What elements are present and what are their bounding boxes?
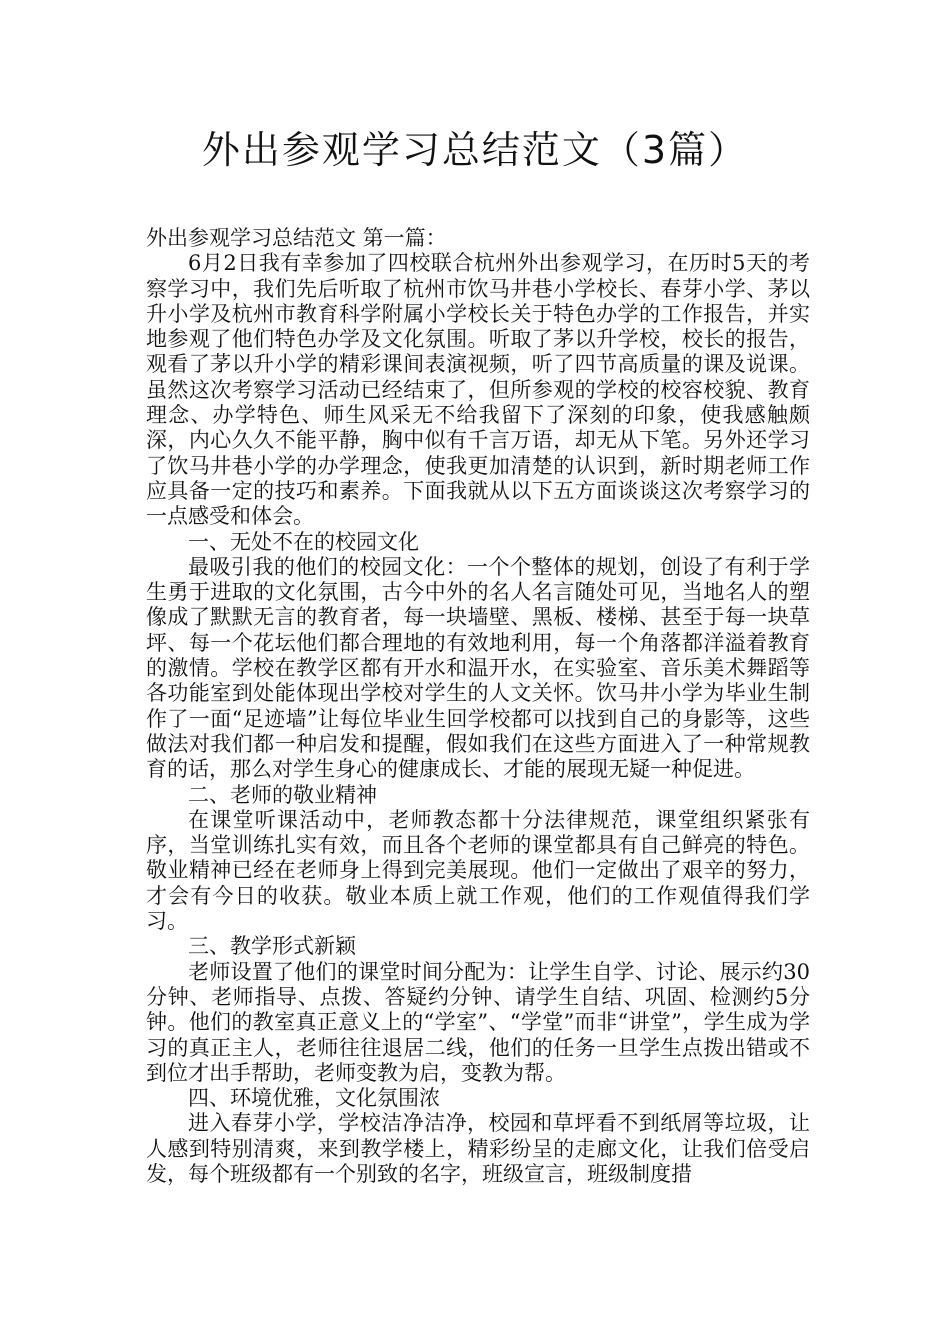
document-body xyxy=(146,226,810,1187)
section-paragraph: 最吸引我的他们的校园文化：一个个整体的规划，创设了有利于学生勇于进取的文化氛围，古今中外的名人名言随处可见，当地名人的塑像成了默默无言的教育者，每一块墙壁、黑板、楼梯、甚至于每一块草坪、每一个花坛他们都合理地的有效地利用，每一个角落都洋溢着教育的激情。学校在教学区都有开水和温开水，在实验室、音乐美术舞蹈等各功能室到处能体现出学校对学生的人文关怀。饮马井小学为毕业生制作了一面“足迹墙”让每位毕业生回学校都可以找到自己的身影等，这些做法对我们都一种启发和提醒，假如我们在这些方面进入了一种常规教育的话，那么对学生身心的健康成长、才能的展现无疑一种促进。 xyxy=(146,554,810,782)
section-paragraph: 进入春芽小学，学校洁净洁净，校园和草坪看不到纸屑等垃圾，让人感到特别清爽，来到教学楼上，精彩纷呈的走廊文化，让我们倍受启发，每个班级都有一个别致的名字，班级宣言，班级制度措 xyxy=(146,1111,810,1186)
section-heading: 四、环境优雅，文化氛围浓 xyxy=(188,1086,440,1111)
section-heading: 一、无处不在的校园文化 xyxy=(188,529,419,554)
section-paragraph: 在课堂听课活动中，老师教态都十分法律规范，课堂组织紧张有序，当堂训练扎实有效，而且各个老师的课堂都具有自己鲜亮的特色。敬业精神已经在老师身上得到完美展现。他们一定做出了艰辛的努力，才会有今日的收获。敬业本质上就工作观，他们的工作观值得我们学习。 xyxy=(146,807,810,934)
section-heading: 三、教学形式新颖 xyxy=(188,934,356,959)
intro-label: 外出参观学习总结范文 第一篇： xyxy=(146,226,447,250)
paragraph: 6月2日我有幸参加了四校联合杭州外出参观学习，在历时5天的考察学习中，我们先后听取了杭州市饮马井巷小学校长、春芽小学、茅以升小学及杭州市教育科学附属小学校长关于特色办学的工作报告，并实地参观了他们特色办学及文化氛围。听取了茅以升学校，校长的报告，观看了茅以升小学的精彩课间表演视频，听了四节高质量的课及说课。虽然这次考察学习活动已经结束了，但所参观的学校的校容校貌、教育理念、办学特色、师生风采无不给我留下了深刻的印象，使我感触颇深，内心久久不能平静，胸中似有千言万语，却无从下笔。另外还学习了饮马井巷小学的办学理念，使我更加清楚的认识到，新时期老师工作应具备一定的技巧和素养。下面我就从以下五方面谈谈这次考察学习的一点感受和体会。 xyxy=(146,251,810,529)
document-title: 外出参观学习总结范文（3篇） xyxy=(201,128,749,172)
section-heading: 二、老师的敬业精神 xyxy=(188,782,377,807)
section-paragraph: 老师设置了他们的课堂时间分配为：让学生自学、讨论、展示约30分钟、老师指导、点拨、答疑约分钟、请学生自结、巩固、检测约5分钟。他们的教室真正意义上的“学室”、“学堂”而非“讲堂”，学生成为学习的真正主人，老师往往退居二线，他们的任务一旦学生点拨出错或不到位才出手帮助，老师变教为启，变教为帮。 xyxy=(146,959,810,1085)
